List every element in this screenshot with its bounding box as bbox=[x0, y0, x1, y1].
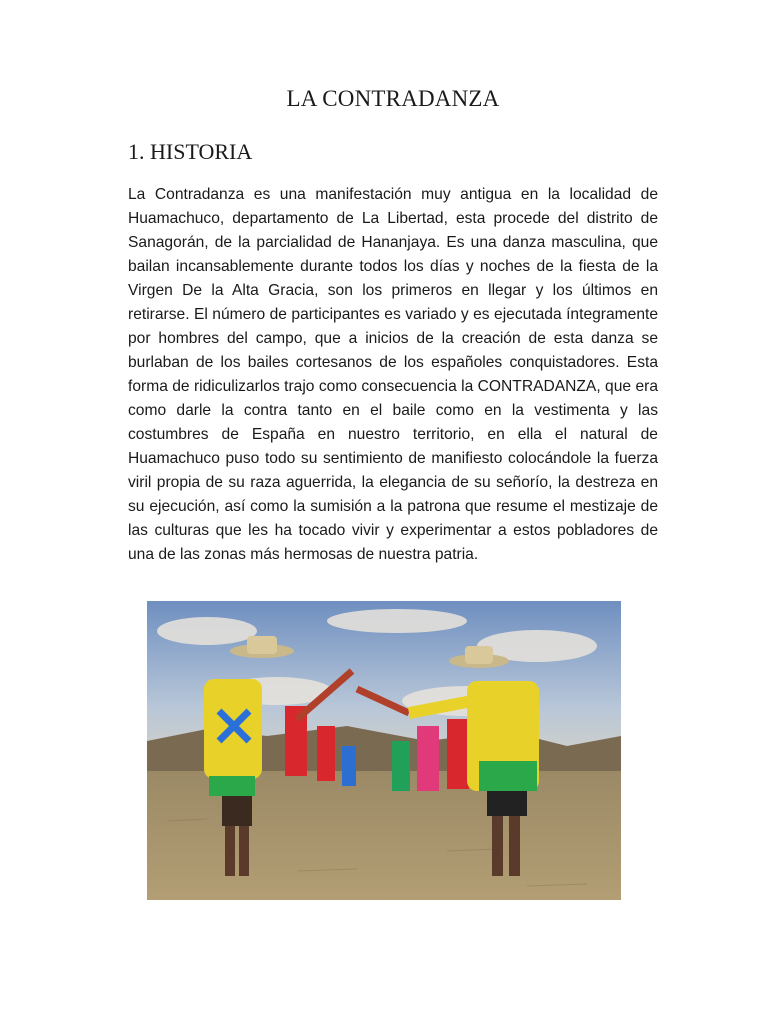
section-heading: 1. HISTORIA bbox=[128, 139, 253, 164]
body-paragraph: La Contradanza es una manifestación muy antigua en la localidad de Huamachuco, departamento de La Libertad, esta procede del distrito de Sanagorán, de la parcialidad de Hananjaya. Es una danza masculina, que bailan incansablemente durante todos los días y noches de la fiesta de la Virgen De la Alta Gracia, son los primeros en llegar y los últimos en retirarse. El número de participantes es variado y es ejecutada íntegramente por hombres del campo, que a inicios de la creación de esta danza se burlaban de los bailes cortesanos de los españoles conquistadores. Esta forma de ridiculizarlos trajo como consecuencia la CONTRADANZA, que era como darle la contra tanto en el baile como en la vestimenta y las costumbres de España en nuestro territorio, en ella el natural de Huamachuco puso todo su sentimiento de manifiesto colocándole la fuerza viril propia de su raza aguerrida, la elegancia de su señorío, la destreza en su ejecución, así como la sumisión a la patrona que resume el mestizaje de las culturas que les ha tocado vivir y experimentar a estos pobladores de una de las zonas más hermosas de nuestra patria. bbox=[128, 186, 658, 563]
dancers-photo bbox=[147, 601, 621, 900]
document-title: LA CONTRADANZA bbox=[286, 86, 500, 111]
